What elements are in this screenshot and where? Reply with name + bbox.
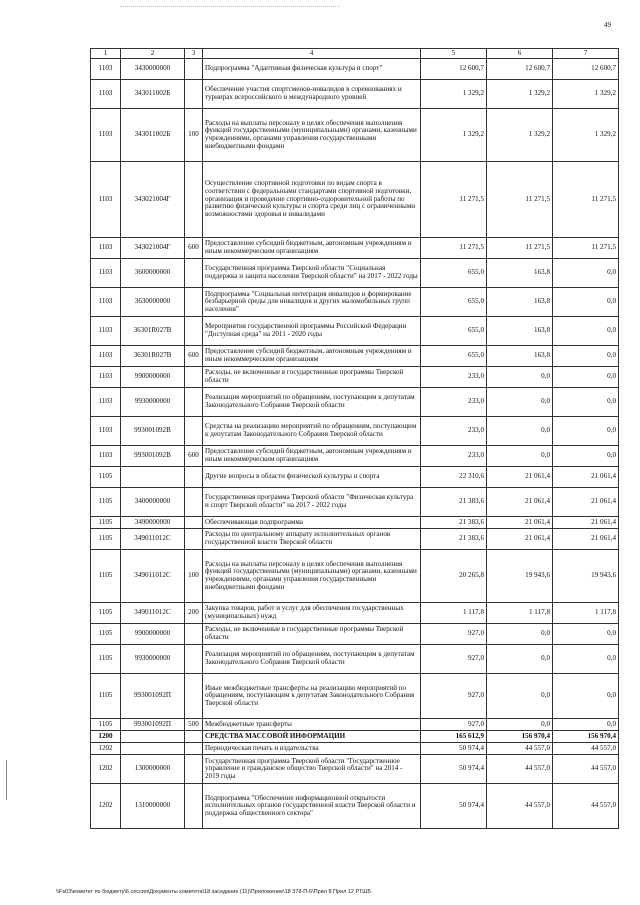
description-cell: Предоставление субсидий бюджетным, автономным учреждениям и иным некоммерческим организациям: [203, 446, 421, 467]
page-number: 49: [604, 21, 611, 29]
amount-year3-cell: 21 061,4: [553, 517, 619, 529]
amount-year1-cell: 233,0: [421, 446, 487, 467]
description-cell: Государственная программа Тверской области "Физическая культура и спорт Тверской области" на 2017 - 2022 годы: [203, 488, 421, 517]
description-cell: Подпрограмма "Обеспечение информационной открытости исполнительных органов государственной власти Тверской области и поддержка общественного сектора": [203, 784, 421, 829]
amount-year3-cell: 0,0: [553, 317, 619, 346]
target-article-cell: 993001092П: [121, 674, 185, 719]
expense-type-cell: [185, 743, 203, 755]
target-article-cell: [121, 467, 185, 488]
table-row: [91, 517, 619, 529]
expense-type-cell: [185, 467, 203, 488]
header-cell: 3: [185, 49, 203, 59]
section-code-cell: 1103: [91, 446, 121, 467]
section-code-cell: 1103: [91, 59, 121, 80]
amount-year3-cell: 0,0: [553, 417, 619, 446]
target-article-cell: 1300000000: [121, 755, 185, 784]
section-code-cell: 1105: [91, 488, 121, 517]
amount-year3-cell: 0,0: [553, 645, 619, 674]
amount-year3-cell: 21 061,4: [553, 529, 619, 550]
amount-year3-cell: 12 600,7: [553, 59, 619, 80]
amount-year1-cell: 655,0: [421, 259, 487, 288]
table-row: [91, 59, 619, 80]
budget-table-body: [91, 49, 619, 829]
amount-year1-cell: 165 612,9: [421, 731, 487, 743]
description-cell: Другие вопросы в области физической культуры и спорта: [203, 467, 421, 488]
amount-year2-cell: 0,0: [487, 388, 553, 417]
section-code-cell: 1105: [91, 624, 121, 645]
description-cell: Расходы на выплаты персоналу в целях обеспечения выполнения функций государственными (муниципальными) органами, казенными учреждениями, органами управления государственными внебюджетными фондами: [203, 109, 421, 162]
expense-type-cell: 200: [185, 603, 203, 624]
description-cell: СРЕДСТВА МАССОВОЙ ИНФОРМАЦИИ: [203, 731, 421, 743]
table-row: [91, 755, 619, 784]
amount-year1-cell: 12 600,7: [421, 59, 487, 80]
description-cell: Расходы, не включенные в государственные программы Тверской области: [203, 624, 421, 645]
table-row: [91, 624, 619, 645]
amount-year3-cell: 0,0: [553, 446, 619, 467]
margin-mark: [6, 760, 7, 800]
amount-year2-cell: 0,0: [487, 645, 553, 674]
amount-year1-cell: 11 271,5: [421, 162, 487, 238]
amount-year1-cell: 655,0: [421, 346, 487, 367]
amount-year2-cell: 21 061,4: [487, 467, 553, 488]
amount-year1-cell: 21 383,6: [421, 517, 487, 529]
expense-type-cell: [185, 755, 203, 784]
table-row: [91, 674, 619, 719]
description-cell: Обеспечивающая подпрограмма: [203, 517, 421, 529]
target-article-cell: 3490000000: [121, 517, 185, 529]
target-article-cell: 1310000000: [121, 784, 185, 829]
expense-type-cell: 600: [185, 346, 203, 367]
amount-year1-cell: 21 383,6: [421, 488, 487, 517]
amount-year2-cell: 0,0: [487, 624, 553, 645]
description-cell: Мероприятия государственной программы Российской Федерации "Доступная среда" на 2011 - 2020 годы: [203, 317, 421, 346]
amount-year1-cell: 50 974,4: [421, 784, 487, 829]
expense-type-cell: [185, 488, 203, 517]
section-code-cell: 1105: [91, 603, 121, 624]
amount-year1-cell: 22 310,6: [421, 467, 487, 488]
description-cell: Закупка товаров, работ и услуг для обеспечения государственных (муниципальных) нужд: [203, 603, 421, 624]
section-code-cell: 1200: [91, 731, 121, 743]
expense-type-cell: [185, 367, 203, 388]
table-row: [91, 259, 619, 288]
description-cell: Межбюджетные трансферты: [203, 719, 421, 731]
target-article-cell: 343011002Б: [121, 80, 185, 109]
section-code-cell: 1103: [91, 417, 121, 446]
amount-year3-cell: 1 329,2: [553, 80, 619, 109]
amount-year1-cell: 50 974,4: [421, 755, 487, 784]
section-code-cell: 1202: [91, 743, 121, 755]
header-cell: 6: [487, 49, 553, 59]
table-row: [91, 731, 619, 743]
description-cell: Реализация мероприятий по обращениям, поступающим к депутатам Законодательного Собрания Тверской области: [203, 388, 421, 417]
amount-year3-cell: 21 061,4: [553, 488, 619, 517]
target-article-cell: 3600000000: [121, 259, 185, 288]
expense-type-cell: [185, 624, 203, 645]
target-article-cell: 9930000000: [121, 388, 185, 417]
section-code-cell: 1202: [91, 755, 121, 784]
description-cell: Государственная программа Тверской области "Социальная поддержка и защита населения Тверской области" на 2017 - 2022 годы: [203, 259, 421, 288]
amount-year1-cell: 1 329,2: [421, 109, 487, 162]
description-cell: Расходы, не включенные в государственные программы Тверской области: [203, 367, 421, 388]
section-code-cell: 1105: [91, 550, 121, 603]
amount-year2-cell: 163,8: [487, 317, 553, 346]
section-code-cell: 1105: [91, 719, 121, 731]
amount-year2-cell: 44 557,0: [487, 755, 553, 784]
expense-type-cell: [185, 288, 203, 317]
section-code-cell: 1103: [91, 238, 121, 259]
description-cell: Государственная программа Тверской области "Государственное управление и гражданское общество Тверской области" на 2014 - 2019 годы: [203, 755, 421, 784]
section-code-cell: 1103: [91, 288, 121, 317]
target-article-cell: 349011012С: [121, 603, 185, 624]
amount-year3-cell: 1 329,2: [553, 109, 619, 162]
amount-year1-cell: 233,0: [421, 388, 487, 417]
expense-type-cell: [185, 80, 203, 109]
target-article-cell: 343011002Б: [121, 109, 185, 162]
header-cell: 4: [203, 49, 421, 59]
header-cell: 1: [91, 49, 121, 59]
target-article-cell: 343021004Г: [121, 162, 185, 238]
table-row: [91, 238, 619, 259]
expense-type-cell: 500: [185, 719, 203, 731]
amount-year2-cell: 163,8: [487, 346, 553, 367]
table-row: [91, 550, 619, 603]
table-row: [91, 80, 619, 109]
expense-type-cell: [185, 674, 203, 719]
section-code-cell: 1103: [91, 388, 121, 417]
expense-type-cell: [185, 59, 203, 80]
amount-year3-cell: 0,0: [553, 624, 619, 645]
description-cell: Осуществление спортивной подготовки по видам спорта в соответствии с федеральными стандартами спортивной подготовки, организация и проведение спортивно-оздоровительной работы по развитию физической культуры и спорта среди лиц с ограниченными возможностями здоровья и инвалидами: [203, 162, 421, 238]
amount-year1-cell: 233,0: [421, 367, 487, 388]
amount-year2-cell: 163,8: [487, 288, 553, 317]
amount-year1-cell: 1 117,8: [421, 603, 487, 624]
amount-year2-cell: 163,8: [487, 259, 553, 288]
table-row: [91, 288, 619, 317]
section-code-cell: 1103: [91, 317, 121, 346]
amount-year1-cell: 655,0: [421, 288, 487, 317]
target-article-cell: 36301R027В: [121, 317, 185, 346]
table-row: [91, 488, 619, 517]
amount-year1-cell: 50 974,4: [421, 743, 487, 755]
section-code-cell: 1103: [91, 367, 121, 388]
expense-type-cell: [185, 731, 203, 743]
amount-year2-cell: 1 329,2: [487, 109, 553, 162]
description-cell: Подпрограмма "Адаптивная физическая культура и спорт": [203, 59, 421, 80]
amount-year3-cell: 0,0: [553, 719, 619, 731]
amount-year2-cell: 1 117,8: [487, 603, 553, 624]
amount-year3-cell: 44 557,0: [553, 743, 619, 755]
amount-year2-cell: 0,0: [487, 719, 553, 731]
target-article-cell: 993001092В: [121, 446, 185, 467]
amount-year3-cell: 0,0: [553, 346, 619, 367]
amount-year1-cell: 655,0: [421, 317, 487, 346]
table-row: [91, 367, 619, 388]
amount-year1-cell: 927,0: [421, 624, 487, 645]
amount-year2-cell: 0,0: [487, 446, 553, 467]
description-cell: Предоставление субсидий бюджетным, автономным учреждениям и иным некоммерческим организациям: [203, 238, 421, 259]
table-row: [91, 529, 619, 550]
section-code-cell: 1105: [91, 467, 121, 488]
target-article-cell: [121, 743, 185, 755]
amount-year2-cell: 44 557,0: [487, 743, 553, 755]
amount-year3-cell: 0,0: [553, 288, 619, 317]
amount-year3-cell: 44 557,0: [553, 784, 619, 829]
amount-year2-cell: 0,0: [487, 674, 553, 719]
section-code-cell: 1103: [91, 80, 121, 109]
table-row: [91, 467, 619, 488]
amount-year1-cell: 1 329,2: [421, 80, 487, 109]
amount-year3-cell: 11 271,5: [553, 238, 619, 259]
table-row: [91, 417, 619, 446]
section-code-cell: 1103: [91, 162, 121, 238]
table-row: [91, 388, 619, 417]
description-cell: Средства на реализацию мероприятий по обращениям, поступающим к депутатам Законодательного Собрания Тверской области: [203, 417, 421, 446]
expense-type-cell: 600: [185, 238, 203, 259]
table-header-row: [91, 49, 619, 59]
header-cell: 7: [553, 49, 619, 59]
amount-year2-cell: 21 061,4: [487, 529, 553, 550]
table-row: [91, 743, 619, 755]
description-cell: Расходы по центральному аппарату исполнительных органов государственной власти Тверской области: [203, 529, 421, 550]
amount-year3-cell: 156 970,4: [553, 731, 619, 743]
amount-year2-cell: 0,0: [487, 417, 553, 446]
amount-year3-cell: 1 117,8: [553, 603, 619, 624]
expense-type-cell: 100: [185, 550, 203, 603]
expense-type-cell: [185, 417, 203, 446]
expense-type-cell: [185, 784, 203, 829]
table-row: [91, 719, 619, 731]
expense-type-cell: [185, 645, 203, 674]
section-code-cell: 1103: [91, 346, 121, 367]
section-code-cell: 1202: [91, 784, 121, 829]
description-cell: Обеспечение участия спортсменов-инвалидов в соревнованиях и турнирах всероссийского и международного уровней: [203, 80, 421, 109]
amount-year3-cell: 44 557,0: [553, 755, 619, 784]
amount-year2-cell: 156 970,4: [487, 731, 553, 743]
section-code-cell: 1103: [91, 109, 121, 162]
amount-year2-cell: 0,0: [487, 367, 553, 388]
amount-year3-cell: 0,0: [553, 259, 619, 288]
amount-year3-cell: 19 943,6: [553, 550, 619, 603]
amount-year1-cell: 11 271,5: [421, 238, 487, 259]
amount-year2-cell: 12 600,7: [487, 59, 553, 80]
expense-type-cell: [185, 162, 203, 238]
amount-year1-cell: 927,0: [421, 645, 487, 674]
amount-year2-cell: 19 943,6: [487, 550, 553, 603]
amount-year1-cell: 927,0: [421, 719, 487, 731]
amount-year1-cell: 21 383,6: [421, 529, 487, 550]
scan-artifact: [120, 6, 340, 9]
section-code-cell: 1105: [91, 529, 121, 550]
amount-year2-cell: 11 271,5: [487, 238, 553, 259]
table-row: [91, 317, 619, 346]
table-row: [91, 162, 619, 238]
table-row: [91, 645, 619, 674]
section-code-cell: 1103: [91, 259, 121, 288]
target-article-cell: 993001092П: [121, 719, 185, 731]
description-cell: Иные межбюджетные трансферты на реализацию мероприятий по обращениям, поступающим к депутатам Законодательного Собрания Тверской области: [203, 674, 421, 719]
budget-table: [90, 48, 619, 829]
amount-year1-cell: 233,0: [421, 417, 487, 446]
amount-year3-cell: 0,0: [553, 388, 619, 417]
amount-year3-cell: 21 061,4: [553, 467, 619, 488]
amount-year1-cell: 927,0: [421, 674, 487, 719]
header-cell: 2: [121, 49, 185, 59]
target-article-cell: 349011012С: [121, 529, 185, 550]
amount-year2-cell: 21 061,4: [487, 488, 553, 517]
target-article-cell: 9930000000: [121, 645, 185, 674]
header-cell: 5: [421, 49, 487, 59]
expense-type-cell: 100: [185, 109, 203, 162]
expense-type-cell: 600: [185, 446, 203, 467]
description-cell: Подпрограмма "Социальная интеграция инвалидов и формирование безбарьерной среды для инвалидов и других маломобильных групп населения": [203, 288, 421, 317]
target-article-cell: 3630000000: [121, 288, 185, 317]
target-article-cell: 993001092В: [121, 417, 185, 446]
description-cell: Предоставление субсидий бюджетным, автономным учреждениям и иным некоммерческим организациям: [203, 346, 421, 367]
target-article-cell: 9900000000: [121, 367, 185, 388]
description-cell: Периодическая печать и издательства: [203, 743, 421, 755]
amount-year2-cell: 44 557,0: [487, 784, 553, 829]
expense-type-cell: [185, 317, 203, 346]
amount-year2-cell: 21 061,4: [487, 517, 553, 529]
section-code-cell: 1105: [91, 517, 121, 529]
target-article-cell: 36301R027В: [121, 346, 185, 367]
amount-year1-cell: 20 265,8: [421, 550, 487, 603]
amount-year2-cell: 11 271,5: [487, 162, 553, 238]
amount-year3-cell: 0,0: [553, 367, 619, 388]
target-article-cell: 9900000000: [121, 624, 185, 645]
table-row: [91, 446, 619, 467]
expense-type-cell: [185, 388, 203, 417]
table-row: [91, 784, 619, 829]
description-cell: Реализация мероприятий по обращениям, поступающим к депутатам Законодательного Собрания Тверской области: [203, 645, 421, 674]
expense-type-cell: [185, 517, 203, 529]
target-article-cell: 3400000000: [121, 488, 185, 517]
table-row: [91, 346, 619, 367]
table-row: [91, 603, 619, 624]
description-cell: Расходы на выплаты персоналу в целях обеспечения выполнения функций государственными (муниципальными) органами, казенными учреждениями, органами управления государственными внебюджетными фондами: [203, 550, 421, 603]
target-article-cell: 349011012С: [121, 550, 185, 603]
section-code-cell: 1105: [91, 674, 121, 719]
expense-type-cell: [185, 259, 203, 288]
amount-year2-cell: 1 329,2: [487, 80, 553, 109]
file-path-footer: \\Fs03\комитет по бюджету\6 сессия\Документы комитета\18 заседание (11)\Приложение\18 378-П-6\Прил 8 Прил 12 РТШБ: [56, 889, 371, 895]
target-article-cell: [121, 731, 185, 743]
expense-type-cell: [185, 529, 203, 550]
amount-year3-cell: 11 271,5: [553, 162, 619, 238]
section-code-cell: 1105: [91, 645, 121, 674]
target-article-cell: 3430000000: [121, 59, 185, 80]
target-article-cell: 343021004Г: [121, 238, 185, 259]
amount-year3-cell: 0,0: [553, 674, 619, 719]
table-row: [91, 109, 619, 162]
